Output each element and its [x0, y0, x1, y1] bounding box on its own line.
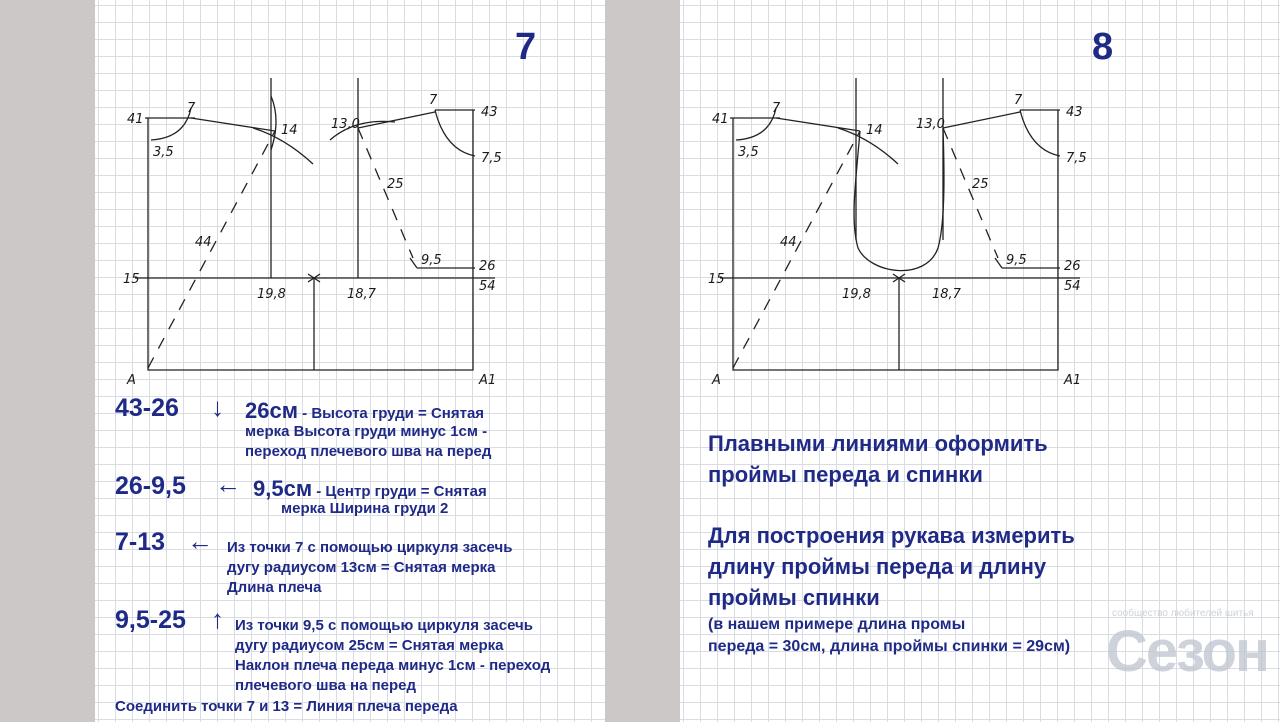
instruction-line: проймы спинки [708, 585, 880, 610]
label-41: 41 [127, 112, 144, 127]
back-neck-curve [151, 108, 191, 140]
apex-stub [410, 258, 417, 268]
label-A1: A1 [479, 373, 497, 388]
row-code: 43-26 [115, 394, 179, 422]
label-26: 26 [1064, 259, 1081, 274]
compass-arc [271, 96, 276, 150]
label-7-front: 7 [1014, 93, 1023, 108]
step-number: 8 [1092, 26, 1114, 68]
row-line: дугу радиусом 25см = Снятая мерка [235, 637, 504, 654]
watermark-tagline: сообщество любителей шитья [1112, 608, 1254, 619]
label-19-8: 19,8 [842, 287, 871, 302]
row-code: 26-9,5 [115, 472, 186, 500]
row-line: плечевого шва на перед [235, 677, 417, 694]
label-19-8: 19,8 [257, 287, 286, 302]
watermark-brand: Сезон [1106, 619, 1268, 684]
row-value: 26см [245, 398, 298, 423]
label-41: 41 [712, 112, 729, 127]
label-13-0: 13,0 [331, 117, 360, 132]
label-25: 25 [972, 177, 989, 192]
label-44: 44 [195, 235, 212, 250]
footer-note: Соединить точки 7 и 13 = Линия плеча переда [115, 698, 458, 715]
label-43: 43 [1066, 105, 1083, 120]
label-9-5: 9,5 [1006, 253, 1027, 268]
front-shoulder-line [943, 112, 1020, 128]
label-7-5: 7,5 [1066, 151, 1087, 166]
pattern-draft-7 [95, 0, 605, 400]
front-neck-curve [1020, 110, 1060, 156]
label-7: 7 [772, 101, 781, 116]
row-line: переход плечевого шва на перед [245, 443, 492, 460]
instruction-line: Для построения рукава измерить [708, 523, 1075, 548]
label-7: 7 [187, 101, 196, 116]
label-14: 14 [281, 123, 298, 138]
instruction-line: Плавными линиями оформить [708, 431, 1048, 456]
label-54: 54 [479, 279, 496, 294]
step-number: 7 [515, 26, 537, 68]
example-note: переда = 30см, длина проймы спинки = 29см) [708, 638, 1071, 655]
label-25: 25 [387, 177, 404, 192]
label-A: A [712, 373, 721, 388]
label-A1: A1 [1064, 373, 1082, 388]
label-44: 44 [780, 235, 797, 250]
label-18-7: 18,7 [347, 287, 376, 302]
diagonal-25 [358, 128, 413, 258]
row-line: мерка Высота груди минус 1см - [245, 423, 488, 440]
armhole-curve [854, 128, 944, 271]
pattern-draft-8 [680, 0, 1280, 400]
watermark-logo [1100, 600, 1280, 700]
row-line: Из точки 7 с помощью циркуля засечь [227, 539, 513, 556]
row-line: Длина плеча [227, 579, 322, 596]
label-3-5: 3,5 [738, 145, 759, 160]
label-9-5: 9,5 [421, 253, 442, 268]
panel-8 [680, 0, 1280, 722]
label-54: 54 [1064, 279, 1081, 294]
front-shoulder-line [358, 112, 435, 128]
label-15: 15 [123, 272, 140, 287]
panel-7 [95, 0, 605, 722]
row-line: дугу радиусом 13см = Снятая мерка [227, 559, 496, 576]
row-1 [245, 398, 484, 424]
label-7-front: 7 [429, 93, 438, 108]
front-neck-curve [435, 110, 475, 156]
apex-stub [995, 258, 1002, 268]
arrow-down-icon: ↓ [211, 392, 224, 422]
instruction-line: проймы переда и спинки [708, 462, 983, 487]
instruction-line: длину проймы переда и длину [708, 554, 1047, 579]
example-note: (в нашем примере длина промы [708, 616, 966, 633]
arrow-left-icon: ← [187, 526, 213, 556]
label-A: A [127, 373, 136, 388]
label-26: 26 [479, 259, 496, 274]
row-code: 9,5-25 [115, 606, 186, 634]
back-shoulder-line [191, 118, 275, 131]
arrow-left-icon: ← [215, 469, 241, 499]
back-neck-curve [736, 108, 776, 140]
diagonal-25 [943, 128, 998, 258]
label-18-7: 18,7 [932, 287, 961, 302]
arrow-up-icon: ↑ [211, 604, 224, 634]
label-13-0: 13,0 [916, 117, 945, 132]
label-7-5: 7,5 [481, 151, 502, 166]
row-line: Наклон плеча переда минус 1см - переход [235, 657, 551, 674]
row-line: мерка Ширина груди 2 [281, 500, 449, 517]
label-43: 43 [481, 105, 498, 120]
row-value: 9,5см [253, 476, 313, 501]
row-code: 7-13 [115, 528, 166, 556]
label-15: 15 [708, 272, 725, 287]
row-line: - Центр груди = Снятая [312, 483, 487, 500]
label-3-5: 3,5 [153, 145, 174, 160]
row-line: Из точки 9,5 с помощью циркуля засечь [235, 617, 533, 634]
label-14: 14 [866, 123, 883, 138]
back-shoulder-line [776, 118, 860, 131]
row-line: - Высота груди = Снятая [297, 405, 485, 422]
